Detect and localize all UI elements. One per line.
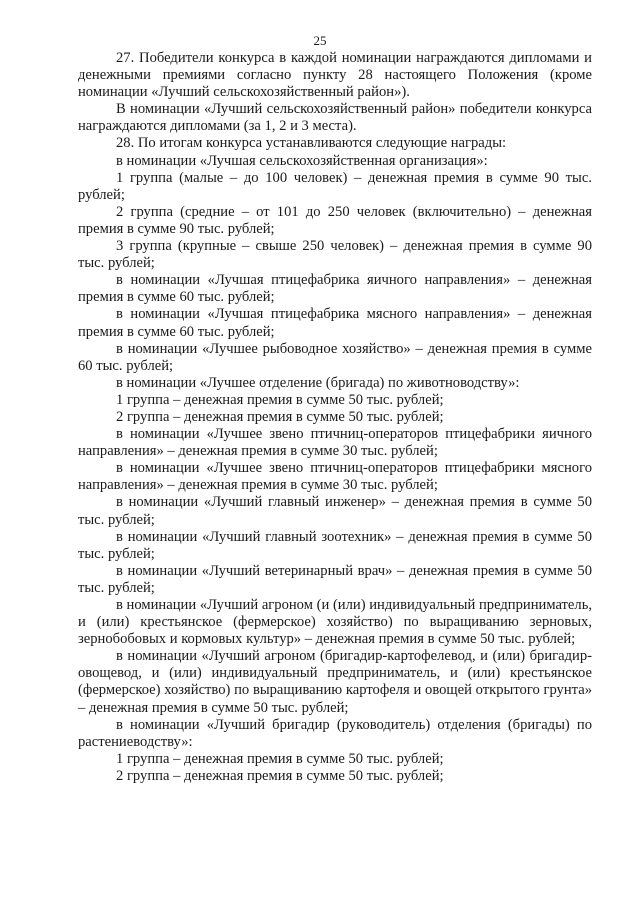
paragraph: в номинации «Лучший главный инженер» – денежная премия в сумме 50 тыс. рублей; — [78, 494, 592, 528]
paragraph: в номинации «Лучшая птицефабрика яичного направления» – денежная премия в сумме 60 тыс. рублей; — [78, 272, 592, 306]
paragraph: 28. По итогам конкурса устанавливаются следующие награды: — [116, 135, 507, 152]
paragraph: в номинации «Лучший агроном (бригадир-картофелевод, и (или) бригадир-овощевод, и (или) индивидуальный предприниматель, и (или) крестьянское (фермерское) хозяйство) по выращиванию картофеля и овощей открытого грунта» – денежная премия в сумме 50 тыс. рублей; — [78, 648, 592, 716]
paragraph: в номинации «Лучшая птицефабрика мясного направления» – денежная премия в сумме 60 тыс. рублей; — [78, 306, 592, 340]
paragraph: 2 группа – денежная премия в сумме 50 тыс. рублей; — [116, 408, 444, 425]
paragraph: В номинации «Лучший сельскохозяйственный район» победители конкурса награждаются дипломами (за 1, 2 и 3 места). — [78, 101, 592, 135]
paragraph: в номинации «Лучший агроном (и (или) индивидуальный предприниматель, и (или) крестьянское (фермерское) хозяйство) по выращиванию зерновых, зернобобовых и кормовых культур» – денежная премия в сумме 50 тыс. рублей; — [78, 597, 592, 648]
paragraph: 2 группа – денежная премия в сумме 50 тыс. рублей; — [116, 767, 444, 784]
paragraph: в номинации «Лучший бригадир (руководитель) отделения (бригады) по растениеводству»: — [78, 716, 592, 750]
paragraph: в номинации «Лучшее звено птичниц-операторов птицефабрики мясного направления» – денежная премия в сумме 30 тыс. рублей; — [78, 460, 592, 494]
paragraph: 1 группа – денежная премия в сумме 50 тыс. рублей; — [116, 750, 444, 767]
paragraph: 2 группа (средние – от 101 до 250 человек (включительно) – денежная премия в сумме 90 тыс. рублей; — [78, 203, 592, 237]
paragraph: в номинации «Лучшее рыбоводное хозяйство» – денежная премия в сумме 60 тыс. рублей; — [78, 340, 592, 374]
paragraph: в номинации «Лучшее звено птичниц-операторов птицефабрики яичного направления» – денежная премия в сумме 30 тыс. рублей; — [78, 426, 592, 460]
paragraph: 3 группа (крупные – свыше 250 человек) – денежная премия в сумме 90 тыс. рублей; — [78, 238, 592, 272]
document-body — [78, 50, 592, 785]
paragraph: 1 группа (малые – до 100 человек) – денежная премия в сумме 90 тыс. рублей; — [78, 169, 592, 203]
paragraph: 1 группа – денежная премия в сумме 50 тыс. рублей; — [116, 391, 444, 408]
paragraph: в номинации «Лучшая сельскохозяйственная организация»: — [116, 152, 488, 169]
paragraph: в номинации «Лучшее отделение (бригада) по животноводству»: — [116, 374, 520, 391]
paragraph: 27. Победители конкурса в каждой номинации награждаются дипломами и денежными премиями согласно пункту 28 настоящего Положения (кроме номинации «Лучший сельскохозяйственный район»). — [78, 50, 592, 101]
page-number: 25 — [313, 33, 327, 48]
paragraph: в номинации «Лучший ветеринарный врач» – денежная премия в сумме 50 тыс. рублей; — [78, 562, 592, 596]
paragraph: в номинации «Лучший главный зоотехник» – денежная премия в сумме 50 тыс. рублей; — [78, 528, 592, 562]
